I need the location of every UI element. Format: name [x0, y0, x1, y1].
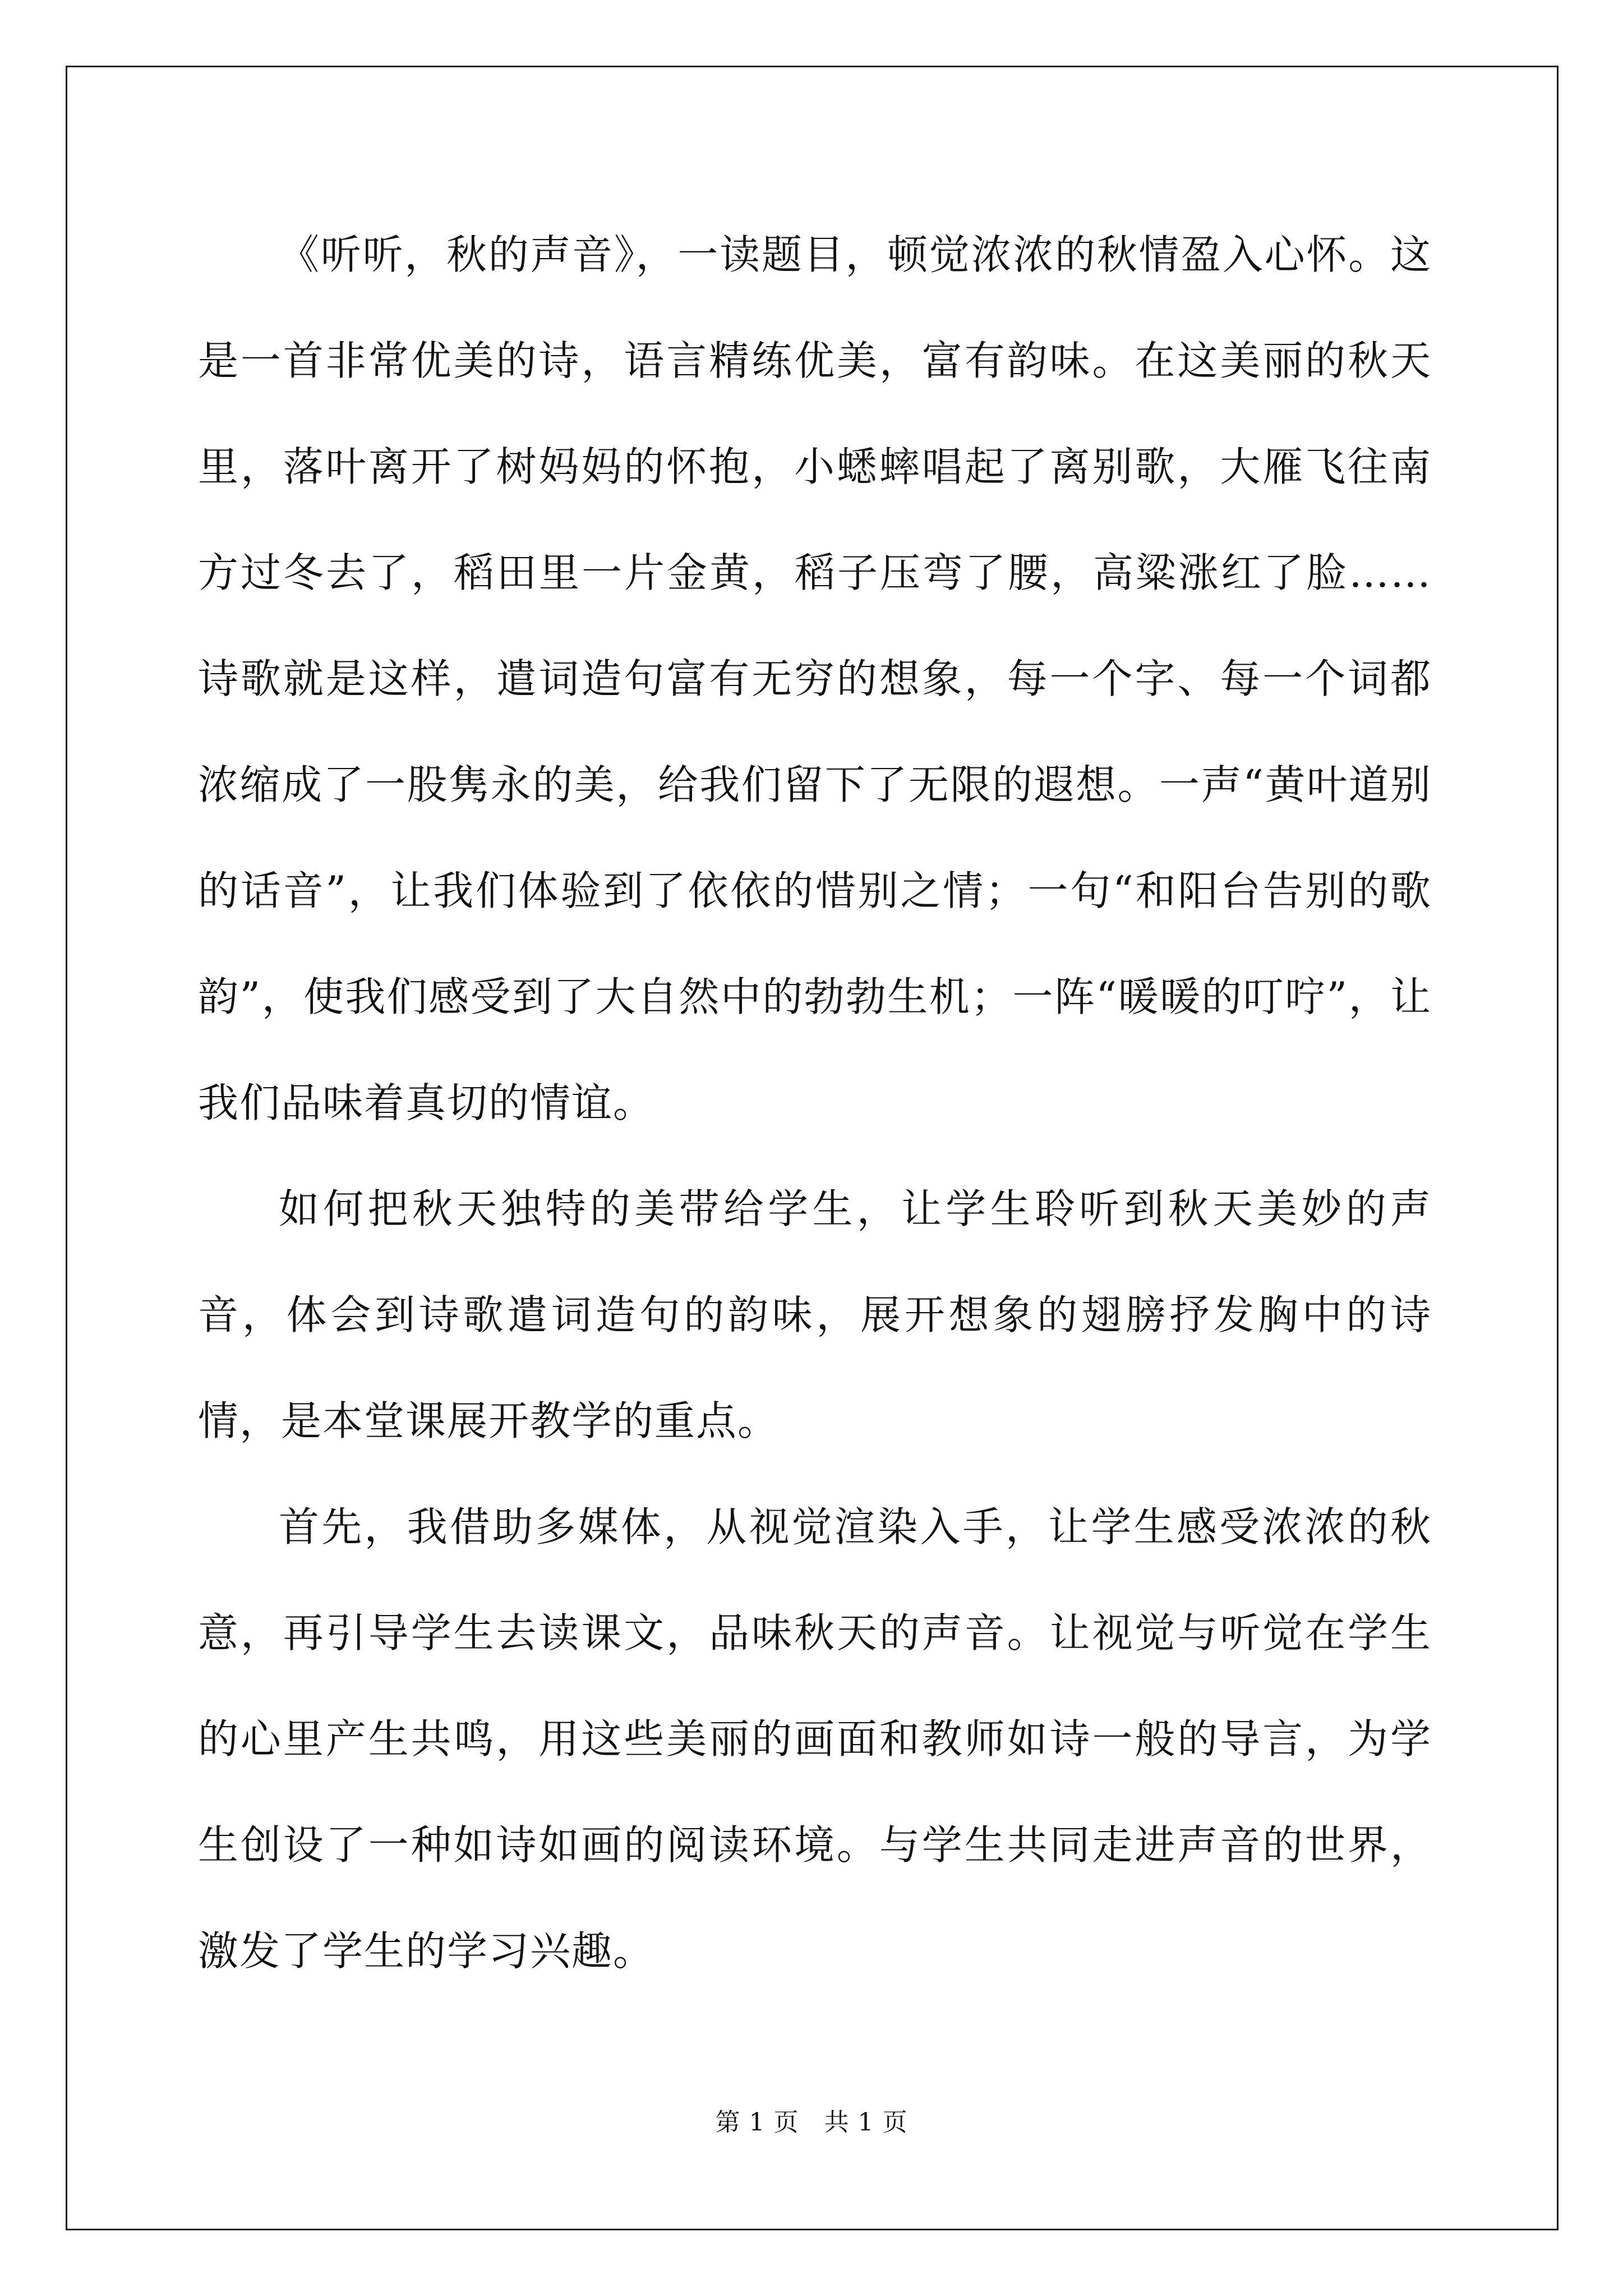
page-footer: 第 1 页 共 1 页 — [715, 2108, 908, 2137]
paragraph-2: 如何把秋天独特的美带给学生，让学生聆听到秋天美妙的声音，体会到诗歌遣词造句的韵味，展开想象的翅膀抒发胸中的诗情，是本堂课展开教学的重点。 — [198, 1185, 1432, 1444]
document-body — [198, 202, 1432, 2004]
paragraph-1: 《听听，秋的声音》，一读题目，顿觉浓浓的秋情盈入心怀。这是一首非常优美的诗，语言精练优美，富有韵味。在这美丽的秋天里，落叶离开了树妈妈的怀抱，小蟋蟀唱起了离别歌，大雁飞往南方过冬去了，稻田里一片金黄，稻子压弯了腰，高粱涨红了脸……诗歌就是这样，遣词造句富有无穷的想象，每一个字、每一个词都浓缩成了一股隽永的美，给我们留下了无限的遐想。一声“黄叶道别的话音”，让我们体验到了依依的惜别之情；一句“和阳台告别的歌韵”，使我们感受到了大自然中的勃勃生机；一阵“暖暖的叮咛”，让我们品味着真切的情谊。 — [198, 231, 1432, 1126]
paragraph-3: 首先，我借助多媒体，从视觉渲染入手，让学生感受浓浓的秋意，再引导学生去读课文，品味秋天的声音。让视觉与听觉在学生的心里产生共鸣，用这些美丽的画面和教师如诗一般的导言，为学生创设了一种如诗如画的阅读环境。与学生共同走进声音的世界，激发了学生的学习兴趣。 — [198, 1503, 1432, 1975]
